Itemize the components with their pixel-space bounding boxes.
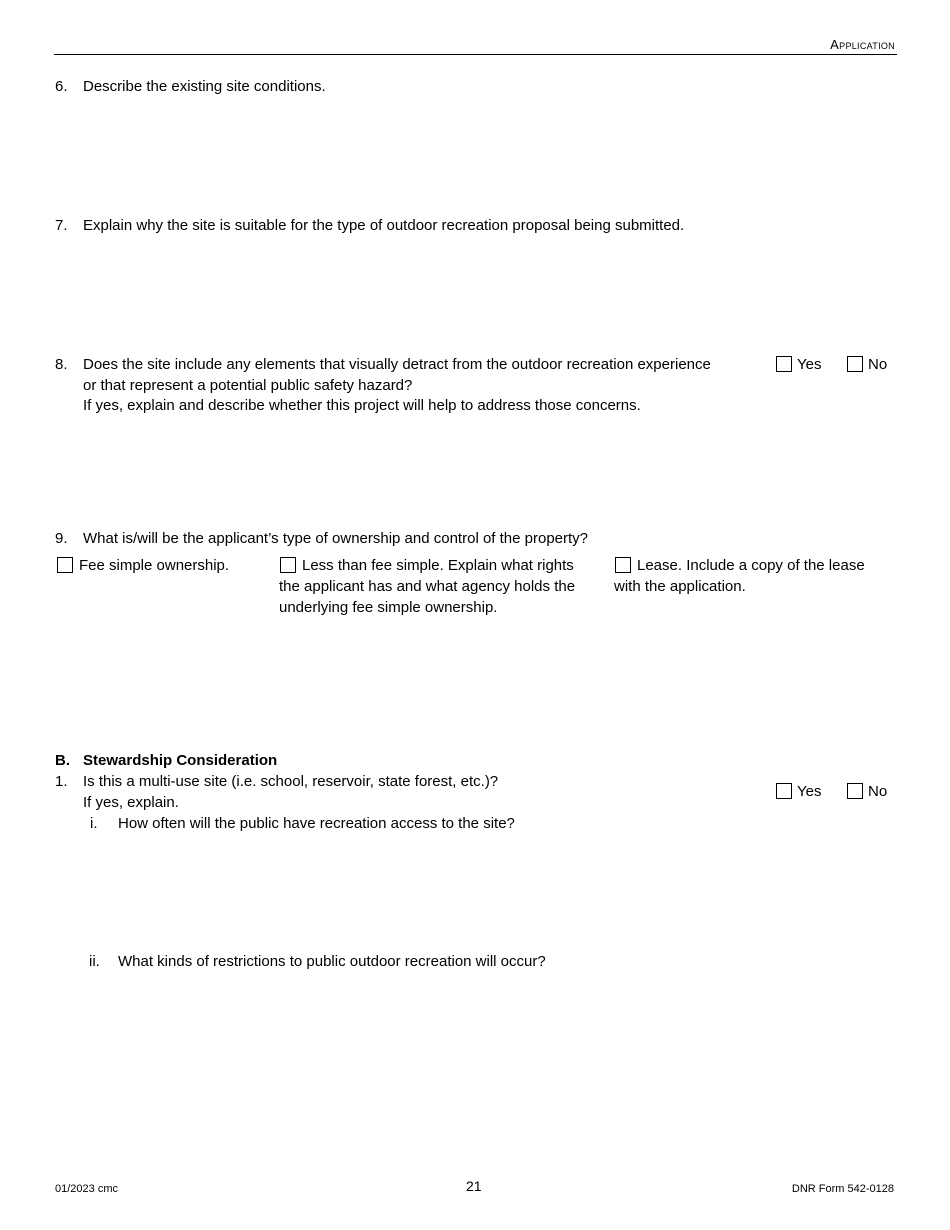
ownership-lease-option[interactable] <box>615 555 865 576</box>
question-8-line-2: or that represent a potential public safety hazard? <box>83 377 413 394</box>
sub-question-ii-text: What kinds of restrictions to public outdoor recreation will occur? <box>118 953 546 970</box>
question-8-no-option[interactable] <box>847 354 887 375</box>
question-8-no-label: No <box>868 356 888 373</box>
sub-question-i-text: How often will the public have recreation access to the site? <box>118 815 515 832</box>
ownership-less-than-fee-label-1: Less than fee simple. Explain what rights <box>302 557 574 574</box>
page-number: 21 <box>466 1178 482 1194</box>
section-b-question-1-line-1: Is this a multi-use site (i.e. school, reservoir, state forest, etc.)? <box>83 773 499 790</box>
section-b-q1-no-checkbox[interactable] <box>847 783 863 799</box>
question-8-yes-option[interactable] <box>776 354 821 375</box>
ownership-lease-label-1: Lease. Include a copy of the lease <box>637 557 865 574</box>
ownership-less-than-fee-label-2: the applicant has and what agency holds the <box>279 578 576 595</box>
ownership-fee-simple-option[interactable] <box>57 555 229 576</box>
question-8-line-1: Does the site include any elements that visually detract from the outdoor recreation experience <box>83 356 711 373</box>
section-b-q1-no-option[interactable] <box>847 781 887 802</box>
question-8-number: 8. <box>55 356 68 373</box>
question-8-yes-checkbox[interactable] <box>776 356 792 372</box>
footer-form-number: DNR Form 542-0128 <box>791 1183 894 1195</box>
question-6-number: 6. <box>55 78 68 95</box>
question-9-number: 9. <box>55 530 68 547</box>
question-7-number: 7. <box>55 217 68 234</box>
sub-question-ii-number: ii. <box>89 953 100 970</box>
ownership-lease-label-2: with the application. <box>614 578 746 595</box>
question-8-yes-label: Yes <box>797 356 822 373</box>
page-header-title: Application <box>830 37 895 52</box>
section-b-q1-yes-checkbox[interactable] <box>776 783 792 799</box>
ownership-fee-simple-checkbox[interactable] <box>57 557 73 573</box>
ownership-less-than-fee-checkbox[interactable] <box>280 557 296 573</box>
section-b-q1-yes-option[interactable] <box>776 781 821 802</box>
header-divider <box>54 54 897 55</box>
footer-revision: 01/2023 cmc <box>55 1183 118 1195</box>
ownership-lease-checkbox[interactable] <box>615 557 631 573</box>
section-b-q1-yes-label: Yes <box>797 783 822 800</box>
question-8-no-checkbox[interactable] <box>847 356 863 372</box>
question-9-text: What is/will be the applicant’s type of ownership and control of the property? <box>83 530 589 547</box>
section-b-letter: B. <box>55 752 70 769</box>
sub-question-i-number: i. <box>90 815 98 832</box>
question-6-text: Describe the existing site conditions. <box>83 78 326 95</box>
ownership-fee-simple-label: Fee simple ownership. <box>79 557 230 574</box>
question-7-text: Explain why the site is suitable for the type of outdoor recreation proposal being submitted. <box>83 217 685 234</box>
section-b-q1-no-label: No <box>868 783 888 800</box>
ownership-less-than-fee-option[interactable] <box>280 555 574 576</box>
section-b-question-1-line-2: If yes, explain. <box>83 794 179 811</box>
ownership-less-than-fee-label-3: underlying fee simple ownership. <box>279 599 498 616</box>
question-8-line-3: If yes, explain and describe whether this project will help to address those concerns. <box>83 397 641 414</box>
section-b-question-1-number: 1. <box>55 773 68 790</box>
section-b-title: Stewardship Consideration <box>83 752 278 769</box>
